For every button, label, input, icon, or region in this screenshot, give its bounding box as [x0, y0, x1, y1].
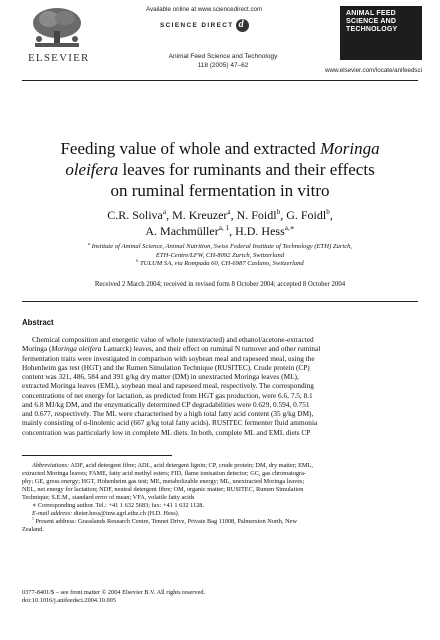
journal-issue: 118 (2005) 47–62: [197, 62, 249, 69]
abstract-line: Moringa (Moringa oleifera Lamarck) leaves, and their effect on ruminal N turnover and other ruminal: [22, 344, 321, 354]
authors-line: A. Machmüller$^{a, 1}$, H.D. Hess$^{a,∗}$: [145, 224, 295, 238]
sciencedirect-logo-text: SCIENCE DIRECT: [160, 22, 234, 29]
footnote-line: phy; GE, gross energy; HGT, Hohenheim gas test; ME, metabolizable energy; ML, unextracted Moringa leaves;: [22, 478, 305, 485]
journal-badge-line: ANIMAL FEED: [346, 10, 396, 17]
sciencedirect-logo: [160, 19, 249, 32]
affiliation-a: $^a$ Institute of Animal Science, Animal Nutrition, Swiss Federal Institute of Technology (ETH) Zurich,: [87, 240, 353, 250]
journal-badge: [340, 6, 422, 60]
abstract-line: concentrations of net energy for lactation, as predicted from HGT gas production, were 6.6, 7.5, 8.1: [22, 390, 313, 400]
abstract-line: concentration was particularly low in complete ML diets. In both, complete ML and EML diets CP: [22, 427, 311, 437]
abstract-line: fermentation traits were investigated in comparison with soybean meal and rapeseed meal, using the: [22, 353, 315, 363]
affiliation-a-cont: ETH-Centre/LFW, CH-8092 Zurich, Switzerland: [155, 251, 285, 259]
journal-name: Animal Feed Science and Technology: [168, 53, 278, 60]
elsevier-tree-logo-icon: [27, 5, 87, 51]
footnote-line: NEL, net energy for lactation; NDF, neutral detergent fibre; OM, organic matter; RUSITEC, Rumen Simulation: [22, 486, 304, 493]
article-title: [40, 138, 400, 201]
abstract-line: and 6.8 MJ/kg DM, and the enzymatically determined CP degradabilities were 0.629, 0.594, 0.751: [22, 399, 310, 409]
footnote-line: extracted Moringa leaves; FAME, fatty acid methyl esters; FID, flame ionisation detector; GC, gas chromatogra-: [22, 470, 307, 477]
title-line: on ruminal fermentation in vitro: [110, 181, 330, 200]
abstract-heading: Abstract: [22, 318, 54, 327]
abstract-line: content was 321, 486, 584 and 391 g/kg dry matter (DM) in unextracted Moringa leaves (ML),: [22, 372, 299, 381]
abstract-line: and 0.677, respectively. The ML were characterised by a high total fatty acid content (35 g/kg DM),: [22, 409, 314, 418]
abstract-line: mainly consisting of α-linolenic acid (667 g/kg total fatty acids). RUSITEC fermenter fluid ammonia: [22, 418, 318, 428]
abstract-line: Hohenheim gas test (HGT) and the Rumen Simulation Technique (RUSITEC). Crude protein (CP): [22, 362, 310, 372]
footnote-rule: [22, 455, 172, 456]
section-rule: [22, 301, 418, 302]
footnotes: [22, 462, 418, 534]
sciencedirect-d-icon: d: [236, 19, 249, 32]
title-line: oleifera leaves for ruminants and their effects: [65, 160, 375, 179]
affiliations: [40, 240, 400, 269]
footnote-line: Technique; S.E.M., standard error of mean; VFA, volatile fatty acids: [22, 494, 195, 501]
publisher-name: ELSEVIER: [28, 52, 90, 64]
doi[interactable]: doi:10.1016/j.anifeedsci.2004.10.005: [22, 597, 116, 604]
email-address: E-mail address: dieter.hess@inw.agrl.ethz.ch (H.D. Hess).: [32, 510, 180, 517]
present-address: $^1$ Present address: Grasslands Research Centre, Tennet Drive, Private Bag 11008, Palmerston North, New: [32, 516, 297, 525]
journal-badge-line: SCIENCE AND: [346, 18, 397, 26]
bottom-info: [22, 589, 205, 605]
journal-info: [140, 52, 306, 70]
journal-url[interactable]: www.elsevier.com/locate/anifeedsci: [325, 67, 422, 74]
author-list: [40, 207, 400, 239]
available-online: Available online at www.sciencedirect.com: [146, 6, 263, 13]
journal-badge-line: TECHNOLOGY: [346, 26, 398, 34]
abstract-line: Chemical composition and energetic value of whole (unextracted) and ethanol/acetone-extracted: [32, 335, 314, 344]
title-line: Feeding value of whole and extracted Moringa: [60, 139, 380, 158]
header-rule: [22, 80, 418, 81]
abstract-body: [22, 335, 418, 437]
authors-line: C.R. Soliva$^a$, M. Kreuzer$^a$, N. Foidl$^b$, G. Foidl$^b$,: [107, 208, 333, 222]
copyright: 0377-8401/$ – see front matter © 2004 Elsevier B.V. All rights reserved.: [22, 589, 206, 596]
affiliation-b: $^b$ TULUM SA, via Rompada 60, CH-6987 Caslano, Switzerland: [136, 258, 304, 268]
corresponding-author: ∗ Corresponding author. Tel.: +41 1 632 5683; fax: +41 1 632 1128.: [32, 502, 205, 509]
footnote-line: Zealand.: [22, 526, 44, 533]
footnote-line: Abbreviations: ADF, acid detergent fibre; ADL, acid detergent lignin; CP, crude protein; DM, dry matter; EML,: [32, 462, 313, 469]
abstract-line: extracted Moringa leaves (EML), soybean meal and rapeseed meal, respectively. The corresponding: [22, 381, 314, 391]
received-dates: Received 2 March 2004; received in revised form 8 October 2004; accepted 8 October 2004: [94, 281, 346, 288]
